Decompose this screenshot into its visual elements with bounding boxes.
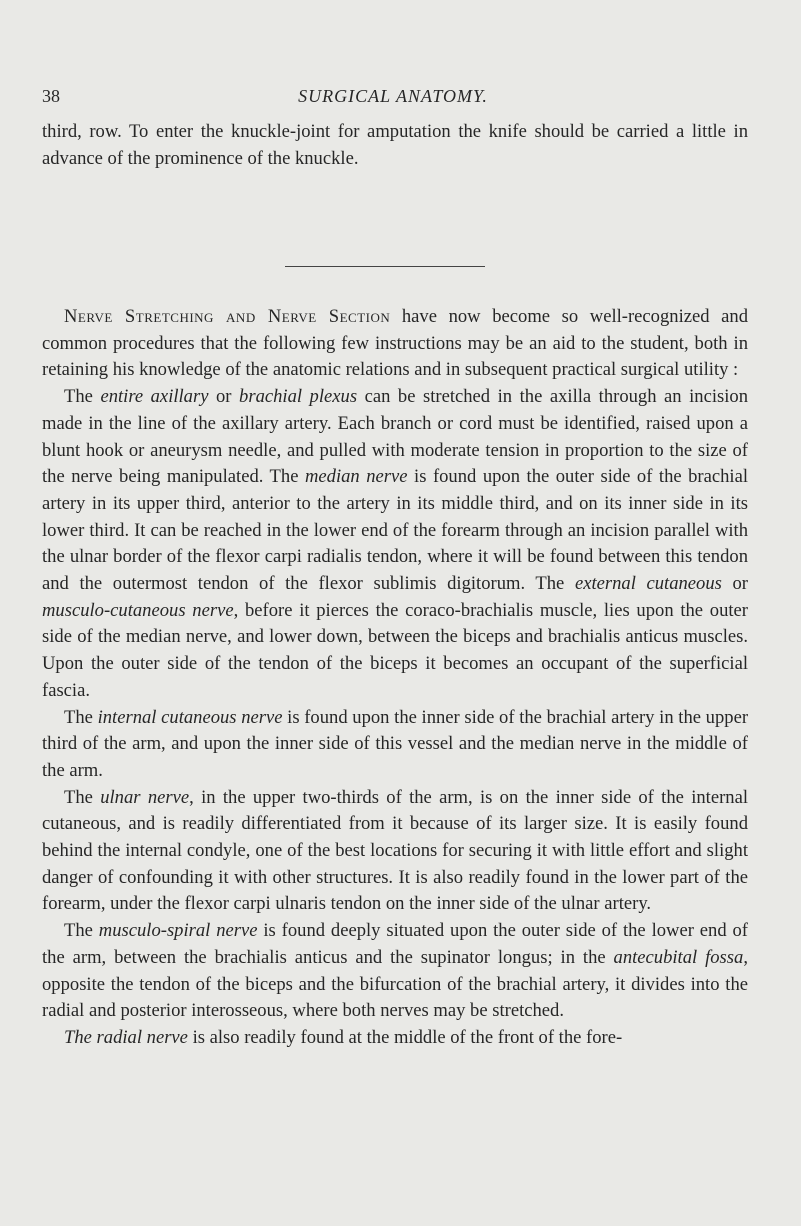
text-run: is found deeply situated upon the outer side of the lower end of the arm, between the brachialis anticus and the supinator longus; in the [42,920,748,968]
term-musculo-cutaneous-nerve: musculo-cutaneous nerve [42,599,234,621]
radial-nerve-paragraph [42,1025,748,1052]
text-run: is also readily found at the middle of the front of the fore- [187,1026,623,1048]
ulnar-nerve-paragraph [42,785,748,919]
text-run: , before it pierces the coraco-brachialis muscle, lies upon the outer side of the median nerve, and lower down, between the biceps and brachialis anticus muscles. Upon the outer side of the tendon of the biceps it becomes an occupant of the superficial fascia. [42,599,749,701]
nerve-section-text-block [42,304,748,1052]
term-external-cutaneous: external cutaneous [574,573,722,595]
text-run: The [64,386,101,408]
opening-text-block [42,119,748,172]
text-run: The [64,706,98,728]
page-number: 38 [42,86,60,106]
term-ulnar-nerve: ulnar nerve [100,786,190,808]
section-heading-lead: Nerve Stretching and Nerve Section [64,306,391,327]
section-divider [285,266,485,267]
text-run: or [208,386,240,408]
text-run: is found upon the outer side of the brachial artery in its upper third, anterior to the artery in its middle third, and on its inner side in its lower third. It can be reached in the lower end of the forearm through an incision parallel with the ulnar border of the flexor carpi radialis tendon, where it will be found between this tendon and the outermost tendon of the flexor sublimis digitorum. The [42,466,749,595]
running-title: SURGICAL ANATOMY. [298,86,488,106]
musculo-spiral-paragraph [42,918,748,1025]
term-brachial-plexus: brachial plexus [239,386,358,408]
text-run: is found upon the inner side of the brachial artery in the upper third of the arm, and upon the inner side of this vessel and the median nerve in the middle of the arm. [42,706,749,781]
text-run: , opposite the tendon of the biceps and the bifurcation of the brachial artery, it divides into the radial and posterior interosseous, where both nerves may be stretched. [42,946,748,1022]
text-run: or [721,573,748,595]
term-entire-axillary: entire axillary [100,386,209,408]
term-musculo-spiral-nerve: musculo-spiral nerve [98,920,258,942]
intro-paragraph [42,304,748,384]
term-internal-cutaneous-nerve: internal cutaneous nerve [97,706,283,728]
page-header [42,86,744,110]
text-run: The [64,920,99,942]
term-median-nerve: median nerve [304,466,408,488]
text-run: can be stretched in the axilla through an incision made in the line of the axillary artery. Each branch or cord must be identified, raised upon a blunt hook or aneurysm needle, and pulled with moderate tension in proportion to the size of the nerve being manipulated. The [42,386,748,488]
text-run: The [64,786,101,808]
intro-text: have now become so well-recognized and common procedures that the following few instructions may be an aid to the student, both in retaining his knowledge of the anatomic relations and in subsequent practical surgical utility : [42,306,748,381]
brachial-plexus-paragraph [42,384,748,704]
text-run: , in the upper two-thirds of the arm, is on the inner side of the internal cutaneous, and is readily differentiated from it because of its larger size. It is easily found behind the internal condyle, one of the best locations for securing it with little effort and slight danger of confounding it with other structures. It is also readily found in the lower part of the forearm, under the flexor carpi ulnaris tendon on the inner side of the ulnar artery. [42,786,748,915]
term-antecubital-fossa: antecubital fossa [613,946,744,968]
term-radial-nerve: The radial nerve [64,1026,188,1048]
continuation-paragraph: third, row. To enter the knuckle-joint for amputation the knife should be carried a little in advance of the prominence of the knuckle. [42,121,748,169]
internal-cutaneous-paragraph [42,705,748,785]
